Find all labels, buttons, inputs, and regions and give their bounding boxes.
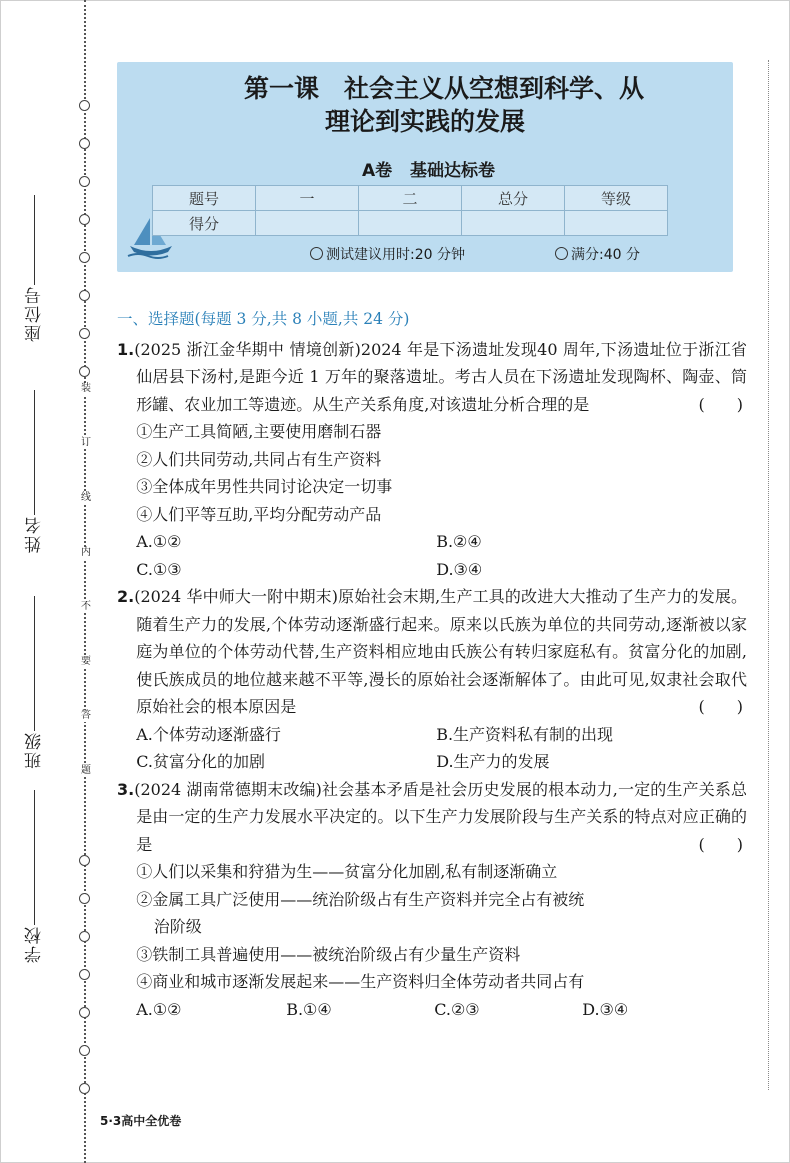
question-stem: [117, 776, 747, 859]
statement-item: ③全体成年男性共同讨论决定一切事: [136, 477, 393, 496]
seat-number-label: 座位号: [24, 285, 45, 342]
class-line: [34, 596, 35, 731]
answer-blank[interactable]: ( ): [698, 394, 743, 414]
score-input-cell[interactable]: [256, 211, 359, 236]
statement-item: ②金属工具广泛使用——统治阶级占有生产资料并完全占有被统: [136, 889, 585, 909]
score-input-cell[interactable]: [359, 211, 462, 236]
score-cell: 题号: [153, 186, 256, 211]
class-label: 班级: [24, 731, 45, 769]
score-table: [152, 185, 668, 236]
options: [117, 996, 747, 1024]
binding-char: 线: [81, 492, 91, 503]
binding-ring-icon: [79, 1007, 90, 1018]
check-circle-icon: [555, 247, 568, 260]
time-info: [310, 244, 465, 264]
question-stem: [117, 583, 747, 721]
binding-ring-icon: [79, 290, 90, 301]
score-input-cell[interactable]: [462, 211, 565, 236]
binding-ring-icon: [79, 366, 90, 377]
footer-brand: 5·3高中全优卷: [100, 1114, 182, 1128]
score-input-cell[interactable]: [565, 211, 668, 236]
name-line: [34, 390, 35, 515]
school-line: [34, 790, 35, 925]
score-cell: 等级: [565, 186, 668, 211]
option-a[interactable]: A.①②: [136, 532, 182, 551]
binding-char: 不: [81, 601, 91, 612]
score-info: [555, 244, 640, 264]
binding-char: 订: [81, 437, 91, 448]
question-text: 原始社会末期,生产工具的改进大大推动了生产力的发展。随着生产力的发展,个体劳动逐渐盛行起来。原来以氏族为单位的共同劳动,逐渐被以家庭为单位的个体劳动代替,生产资料相应地由氏族公有转归家庭私有。贫富分化的加剧,使氏族成员的地位越来越不平等,漫长的原始社会逐渐解体了。由此可见,奴隶社会取代原始社会的根本原因是: [136, 587, 747, 716]
binding-ring-icon: [79, 893, 90, 904]
question-number: 1.: [117, 339, 135, 359]
clock-icon: [310, 247, 323, 260]
school-label: 学校: [24, 925, 45, 963]
binding-char: 要: [81, 656, 91, 667]
lesson-title-line2: 理论到实践的发展: [324, 107, 525, 136]
option-b[interactable]: B.①④: [286, 999, 332, 1019]
section-heading: [117, 306, 747, 334]
binding-ring-icon: [79, 138, 90, 149]
question-2: [117, 583, 747, 776]
question-text: 2024 年是下汤遗址发现40 周年,下汤遗址位于浙江省仙居县下汤村,是距今近 1 万年的聚落遗址。考古人员在下汤遗址发现陶杯、陶壶、筒形罐、农业加工等遗迹。从生产关系角度,对该遗址分析合理的是: [136, 339, 747, 414]
time-text: 测试建议用时:20 分钟: [326, 247, 465, 263]
statement-item: ③铁制工具普遍使用——被统治阶级占有少量生产资料: [136, 944, 521, 964]
statement-item-continuation: 治阶级: [153, 917, 202, 936]
binding-ring-icon: [79, 1083, 90, 1094]
question-source: (2025 浙江金华期中 情境创新): [134, 339, 361, 359]
lesson-title-line1: 第一课 社会主义从空想到科学、从: [243, 74, 644, 103]
statement-item: ①生产工具简陋,主要使用磨制石器: [136, 422, 382, 441]
binding-ring-icon: [79, 252, 90, 263]
binding-char: 装: [81, 383, 91, 394]
binding-ring-icon: [79, 214, 90, 225]
statement-item: ④人们平等互助,平均分配劳动产品: [136, 504, 382, 524]
binding-char: 内: [81, 547, 91, 558]
binding-dotted-line: [84, 0, 86, 1163]
option-b[interactable]: B.②④: [436, 532, 482, 551]
lesson-title: [117, 72, 733, 138]
score-table-row: [153, 211, 668, 236]
option-c[interactable]: C.贫富分化的加剧: [136, 752, 265, 771]
question-1: [117, 336, 747, 584]
option-a[interactable]: A.个体劳动逐渐盛行: [136, 724, 281, 744]
statement-item: ①人们以采集和狩猎为生——贫富分化加剧,私有制逐渐确立: [136, 862, 558, 881]
options: [117, 528, 747, 583]
paper-title: [140, 156, 717, 181]
score-cell: 总分: [462, 186, 565, 211]
score-cell: 得分: [153, 211, 256, 236]
binding-ring-icon: [79, 969, 90, 980]
paper-label: A卷: [361, 161, 393, 181]
option-c[interactable]: C.②③: [434, 999, 480, 1019]
score-table-header-row: [153, 186, 668, 211]
option-c[interactable]: C.①③: [136, 559, 182, 579]
binding-ring-icon: [79, 100, 90, 111]
question-source: (2024 华中师大一附中期末): [134, 587, 339, 606]
statement-item: ②人们共同劳动,共同占有生产资料: [136, 449, 382, 469]
question-3: [117, 776, 747, 1024]
section-title: 一、选择题: [117, 310, 195, 328]
option-d[interactable]: D.生产力的发展: [436, 752, 550, 771]
name-field[interactable]: [14, 390, 54, 553]
name-label: 姓名: [24, 515, 45, 553]
option-b[interactable]: B.生产资料私有制的出现: [436, 724, 614, 744]
binding-ring-icon: [79, 855, 90, 866]
score-text: 满分:40 分: [571, 247, 640, 263]
binding-ring-icon: [79, 328, 90, 339]
seat-number-field[interactable]: [14, 195, 54, 342]
statement-item: ④商业和城市逐渐发展起来——生产资料归全体劳动者共同占有: [136, 972, 585, 991]
binding-ring-icon: [79, 1045, 90, 1056]
seat-number-line: [34, 195, 35, 285]
answer-blank[interactable]: ( ): [698, 697, 743, 716]
answer-blank[interactable]: ( ): [698, 834, 743, 854]
question-source: (2024 湖南常德期末改编): [134, 779, 322, 799]
binding-ring-icon: [79, 931, 90, 942]
question-content: [117, 306, 747, 1023]
binding-char: 答: [81, 710, 91, 721]
section-note: (每题 3 分,共 8 小题,共 24 分): [194, 310, 410, 328]
binding-char: 题: [81, 765, 91, 776]
question-text: 社会基本矛盾是社会历史发展的根本动力,一定的生产关系总是由一定的生产力发展水平决定的。以下生产力发展阶段与生产关系的特点对应正确的是: [136, 779, 747, 854]
option-a[interactable]: A.①②: [136, 999, 182, 1019]
class-field[interactable]: [14, 596, 54, 769]
scoring-panel: [140, 148, 717, 263]
school-field[interactable]: [14, 790, 54, 963]
question-number: 3.: [117, 779, 135, 799]
paper-name: 基础达标卷: [410, 161, 496, 181]
options: [117, 721, 747, 776]
right-dotted-line: [768, 60, 769, 1090]
question-number: 2.: [117, 587, 135, 606]
score-cell: 二: [359, 186, 462, 211]
score-cell: 一: [256, 186, 359, 211]
option-d[interactable]: D.③④: [582, 999, 629, 1019]
question-stem: [117, 336, 747, 419]
binding-ring-icon: [79, 176, 90, 187]
option-d[interactable]: D.③④: [436, 559, 483, 579]
